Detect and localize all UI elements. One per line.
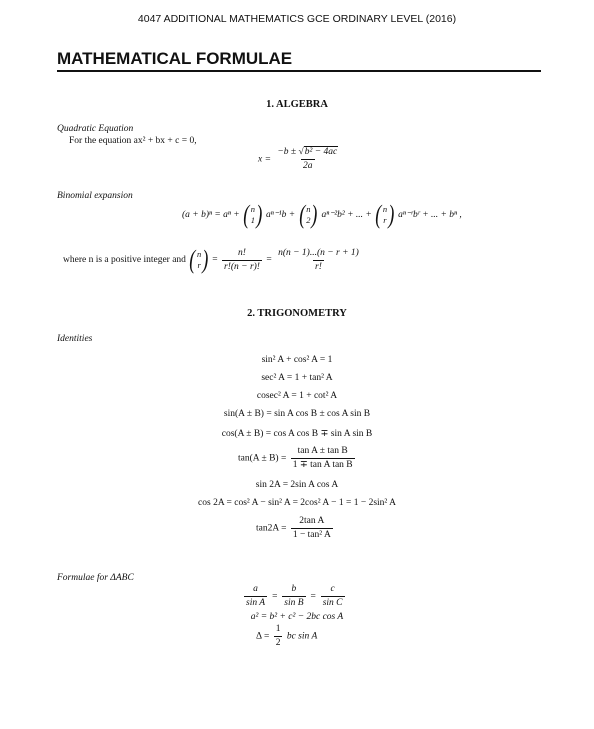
where-fraction-2: $\frac{n(n - 1)...(n - r + 1)}{r!}$ <box>278 247 359 272</box>
page-header: 4047 ADDITIONAL MATHEMATICS GCE ORDINARY LEVEL (2016) <box>137 13 457 25</box>
binomial-term2: aⁿ⁻²b² + ... + <box>321 210 372 221</box>
where-fraction-1: $\frac{n!}{r!(n - r)!}$ <box>224 247 260 272</box>
binom-n-r: ( n r ) <box>375 200 395 229</box>
identity-tan-sum <box>238 446 357 471</box>
binomial-label: Binomial expansion <box>57 191 133 201</box>
where-equals-2: = <box>266 255 272 266</box>
identity-sec: sec² A = 1 + tan² A <box>261 373 333 383</box>
tan-sum-lhs: tan(A ± B) = <box>238 453 287 464</box>
identity-sin-sum: sin(A ± B) = sin A cos B ± cos A sin B <box>223 409 371 419</box>
sine-rule-a: $\frac{a}{\text{sin A}}$ <box>246 584 266 608</box>
binom-n-2: ( n 2 ) <box>298 200 318 229</box>
identity-pythagorean: sin² A + cos² A = 1 <box>261 355 333 365</box>
identity-cos-double: cos 2A = cos² A − sin² A = 2cos² A − 1 = 1 − 2sin² A <box>198 498 396 508</box>
section-heading-algebra: 1. ALGEBRA <box>266 99 328 110</box>
tan-sum-fraction: $\frac{\text{tan A ± tan B}}{\text{1 ∓ tan A tan B}}$ <box>292 446 353 470</box>
quadratic-fraction: $\frac{\text{−b ± √b² − 4ac}}{2a}$ <box>277 147 338 171</box>
binomial-coefficient-definition <box>63 247 363 273</box>
quadratic-den: 2a <box>303 160 313 171</box>
quadratic-num-root: b² − 4ac <box>304 147 338 157</box>
quadratic-label: Quadratic Equation <box>57 124 134 134</box>
identities-label: Identities <box>57 334 93 344</box>
identity-sin-double: sin 2A = 2sin A cos A <box>255 480 339 490</box>
area-lhs: Δ = <box>256 631 270 642</box>
cosine-rule: a² = b² + c² − 2bc cos A <box>250 612 344 622</box>
tan-double-fraction: $\frac{\text{2tan A}}{\text{1 − tan² A}}$ <box>292 516 331 540</box>
quadratic-text: For the equation ax² + bx + c = 0, <box>69 136 197 146</box>
binomial-expansion <box>182 202 462 228</box>
binomial-lhs: (a + b)ⁿ = aⁿ + <box>182 210 240 221</box>
triangle-formulae-label: Formulae for ΔABC <box>57 573 134 583</box>
sine-rule-b: $\frac{b}{\text{sin B}}$ <box>284 584 304 608</box>
sine-rule: $\frac{a}{\text{sin A}}$ = $\frac{b}{\text{sin B}}$ = $\frac{c}{\text{sin C}}$ <box>246 584 343 608</box>
area-fraction: $\frac{1}{2}$ <box>275 624 281 648</box>
title-rule <box>57 70 541 72</box>
sine-rule-c: $\frac{c}{\text{sin C}}$ <box>322 584 343 608</box>
where-equals: = <box>212 255 218 266</box>
identity-cos-sum: cos(A ± B) = cos A cos B ∓ sin A sin B <box>221 429 373 439</box>
section-heading-trigonometry: 2. TRIGONOMETRY <box>247 308 347 319</box>
binom-n-r-def: ( n r ) <box>189 245 209 274</box>
triangle-area <box>256 624 317 649</box>
quadratic-formula <box>258 147 342 172</box>
where-text: where n is a positive integer and <box>63 255 186 266</box>
identity-tan-double <box>256 516 335 541</box>
binom-n-1: ( n 1 ) <box>243 200 263 229</box>
page-title: MATHEMATICAL FORMULAE <box>57 49 293 68</box>
tan-double-lhs: tan2A = <box>256 523 287 534</box>
identity-cosec: cosec² A = 1 + cot² A <box>256 391 338 401</box>
area-rhs: bc sin A <box>286 631 318 642</box>
quadratic-lhs: x = <box>258 154 272 165</box>
quadratic-num-a: −b ± <box>277 147 299 157</box>
binomial-term3: aⁿ⁻ʳbʳ + ... + bⁿ , <box>398 210 462 221</box>
binomial-term1: aⁿ⁻¹b + <box>266 210 296 221</box>
